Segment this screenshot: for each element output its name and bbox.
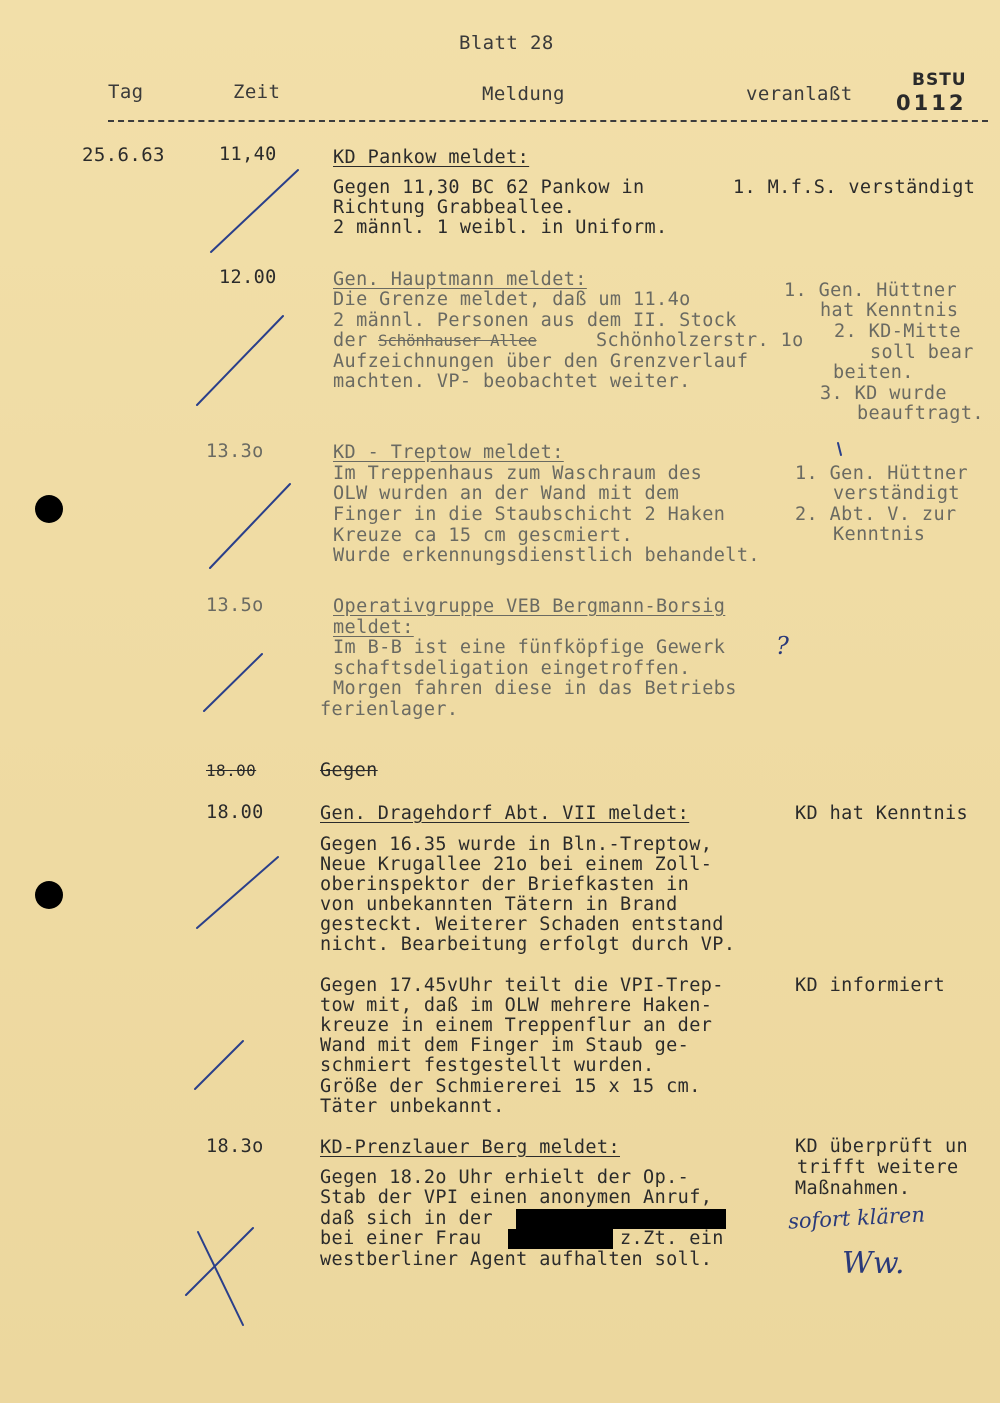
cross-mark bbox=[186, 1228, 253, 1295]
header-rule bbox=[108, 120, 988, 122]
entry-line: schaftsdeligation eingetroffen. bbox=[333, 658, 691, 679]
entry-line: Im Treppenhaus zum Waschraum des bbox=[333, 463, 703, 484]
entry-line: Finger in die Staubschicht 2 Haken bbox=[333, 504, 726, 525]
entry-line: z.Zt. ein bbox=[620, 1228, 724, 1249]
entry-line: Im B-B ist eine fünfköpfige Gewerk bbox=[333, 637, 726, 658]
action-line: 1. M.f.S. verständigt bbox=[733, 177, 976, 198]
column-header-day: Tag bbox=[108, 81, 144, 103]
entry-line: machten. VP- beobachtet weiter. bbox=[333, 371, 691, 392]
struck-text: Schönhauser Allee bbox=[378, 331, 537, 350]
entry-line: bei einer Frau bbox=[320, 1228, 482, 1249]
entry-line: schmiert festgestellt wurden. bbox=[320, 1055, 655, 1076]
handwritten-note: sofort klären bbox=[787, 1202, 926, 1234]
sheet-number: Blatt 28 bbox=[459, 32, 554, 54]
entry-line: oberinspektor der Briefkasten in bbox=[320, 874, 690, 895]
entry-line: Wand mit dem Finger im Staub ge- bbox=[320, 1035, 690, 1056]
archive-stamp-label: BSTU bbox=[912, 70, 967, 90]
check-mark bbox=[204, 654, 262, 711]
entry-line: ferienlager. bbox=[320, 699, 459, 720]
handwritten-question-mark: ? bbox=[776, 632, 789, 660]
action-line: Kenntnis bbox=[833, 524, 926, 545]
action-line: soll bear bbox=[870, 342, 974, 363]
action-line: 1. Gen. Hüttner bbox=[784, 280, 958, 301]
column-header-action: veranlaßt bbox=[746, 83, 853, 105]
action-line: verständigt bbox=[833, 483, 960, 504]
entry-line: Gegen 17.45vUhr teilt die VPI-Trep- bbox=[320, 975, 724, 996]
struck-time: 18.00 bbox=[206, 761, 257, 780]
archive-stamp-number: 0112 bbox=[896, 91, 967, 115]
entry-line: Gegen 11,30 BC 62 Pankow in bbox=[333, 177, 645, 198]
column-header-report: Meldung bbox=[482, 83, 565, 105]
entry-line: Neue Krugallee 21o bei einem Zoll- bbox=[320, 854, 713, 875]
punch-hole bbox=[35, 495, 63, 523]
entry-time: 18.00 bbox=[206, 802, 264, 823]
entry-line: Richtung Grabbeallee. bbox=[333, 197, 576, 218]
entry-time: 13.3o bbox=[206, 441, 264, 462]
entry-line: kreuze in einem Treppenflur an der bbox=[320, 1015, 713, 1036]
handwritten-initials: Ww. bbox=[842, 1246, 905, 1281]
entry-time: 13.5o bbox=[206, 595, 264, 616]
entry-line: tow mit, daß im OLW mehrere Haken- bbox=[320, 995, 713, 1016]
action-line: 1. Gen. Hüttner bbox=[795, 463, 969, 484]
entry-line: Täter unbekannt. bbox=[320, 1096, 505, 1117]
entry-line: Morgen fahren diese in das Betriebs bbox=[333, 678, 737, 699]
entry-line: Aufzeichnungen über den Grenzverlauf bbox=[333, 351, 749, 372]
check-mark bbox=[210, 484, 290, 568]
entry-title: KD Pankow meldet: bbox=[333, 147, 530, 168]
entry-line: von unbekannten Tätern in Brand bbox=[320, 894, 678, 915]
action-line: trifft weitere bbox=[797, 1157, 959, 1178]
action-line: 2. KD-Mitte bbox=[834, 321, 961, 342]
entry-time: 12.00 bbox=[219, 267, 277, 288]
entry-line: Gegen 18.2o Uhr erhielt der Op.- bbox=[320, 1167, 690, 1188]
entry-title: Gen. Dragehdorf Abt. VII meldet: bbox=[320, 803, 690, 824]
entry-time: 11,40 bbox=[219, 144, 277, 165]
entry-time: 18.3o bbox=[206, 1136, 264, 1157]
entry-line: Kreuze ca 15 cm gescmiert. bbox=[333, 525, 633, 546]
action-line: KD hat Kenntnis bbox=[795, 803, 969, 824]
entry-title: Operativgruppe VEB Bergmann-Borsig bbox=[333, 596, 726, 617]
action-line: beiten. bbox=[833, 362, 914, 383]
check-mark bbox=[197, 316, 283, 405]
entry-line: westberliner Agent aufhalten soll. bbox=[320, 1249, 713, 1270]
entry-title-continued: meldet: bbox=[333, 617, 414, 638]
action-line: 2. Abt. V. zur bbox=[795, 504, 957, 525]
check-mark bbox=[211, 170, 298, 252]
entry-title: Gen. Hauptmann meldet: bbox=[333, 269, 587, 290]
entry-line: OLW wurden an der Wand mit dem bbox=[333, 483, 680, 504]
entry-line: 2 männl. 1 weibl. in Uniform. bbox=[333, 217, 668, 238]
column-header-time: Zeit bbox=[233, 81, 281, 103]
check-mark bbox=[195, 1041, 243, 1089]
entry-line: der bbox=[333, 330, 380, 351]
entry-line: daß sich in der bbox=[320, 1208, 494, 1229]
cross-mark bbox=[198, 1232, 243, 1325]
redaction-bar bbox=[516, 1209, 726, 1229]
entry-title: KD-Prenzlauer Berg meldet: bbox=[320, 1137, 620, 1158]
struck-title: Gegen bbox=[320, 760, 378, 781]
check-mark bbox=[197, 857, 278, 928]
action-line: 3. KD wurde bbox=[820, 383, 947, 404]
entry-line: Schönholzerstr. 1o bbox=[596, 330, 804, 351]
action-line: hat Kenntnis bbox=[820, 300, 959, 321]
entry-line: Die Grenze meldet, daß um 11.4o bbox=[333, 289, 691, 310]
pen-tick bbox=[838, 443, 841, 455]
entry-line: gesteckt. Weiterer Schaden entstand bbox=[320, 914, 724, 935]
entry-line: Größe der Schmiererei 15 x 15 cm. bbox=[320, 1076, 701, 1097]
entry-line: Stab der VPI einen anonymen Anruf, bbox=[320, 1187, 713, 1208]
entry-line: Gegen 16.35 wurde in Bln.-Treptow, bbox=[320, 834, 713, 855]
entry-title: KD - Treptow meldet: bbox=[333, 442, 564, 463]
entry-date: 25.6.63 bbox=[82, 144, 165, 166]
action-line: KD informiert bbox=[795, 975, 945, 996]
action-line: Maßnahmen. bbox=[795, 1178, 911, 1199]
action-line: beauftragt. bbox=[857, 403, 984, 424]
punch-hole bbox=[35, 881, 63, 909]
entry-line: 2 männl. Personen aus dem II. Stock bbox=[333, 310, 737, 331]
action-line: KD überprüft un bbox=[795, 1136, 969, 1157]
entry-line: Wurde erkennungsdienstlich behandelt. bbox=[333, 545, 760, 566]
redaction-bar bbox=[508, 1229, 613, 1249]
entry-line: nicht. Bearbeitung erfolgt durch VP. bbox=[320, 934, 736, 955]
